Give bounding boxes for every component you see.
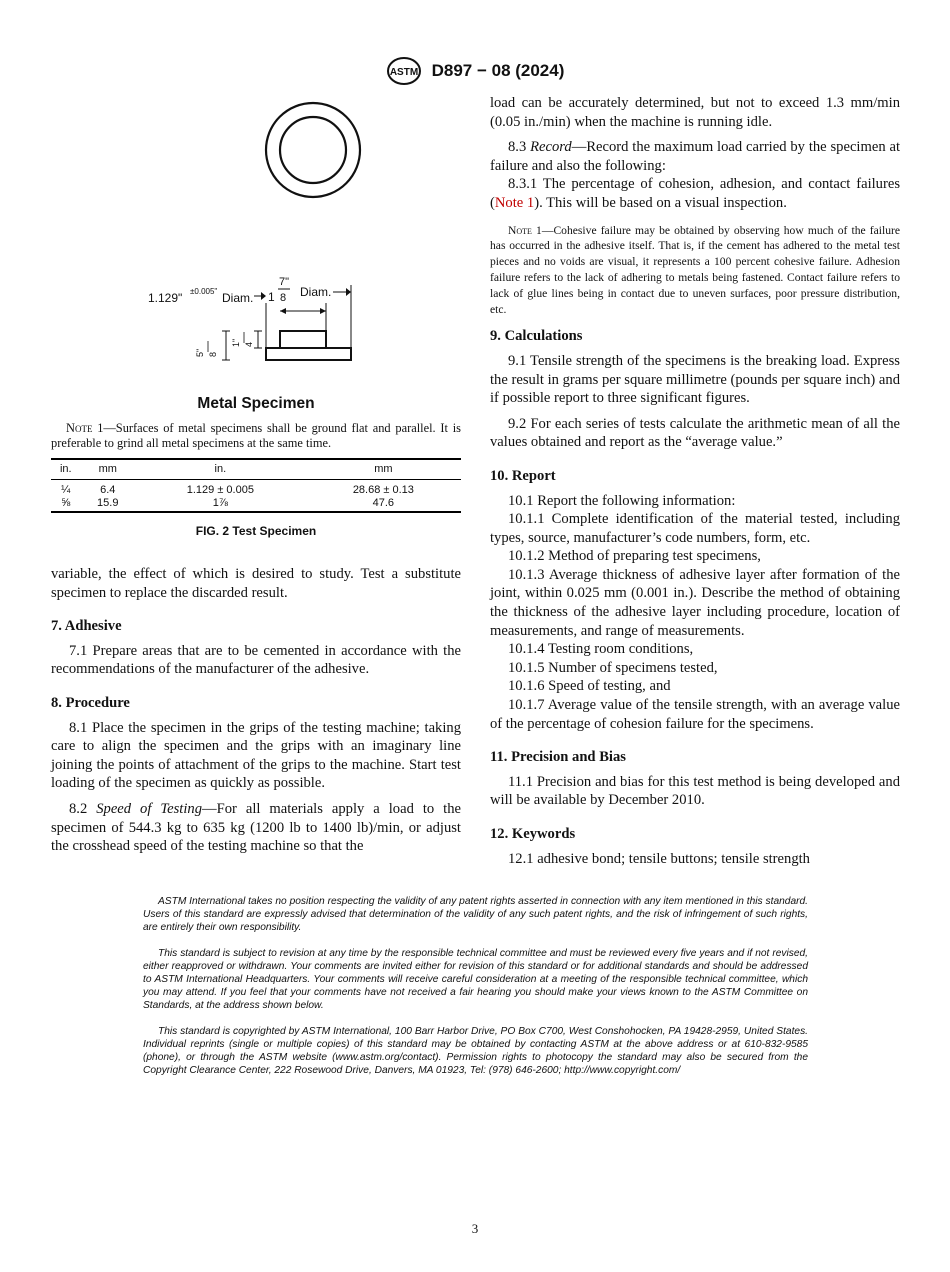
paragraph-9-1: 9.1 Tensile strength of the specimens is the breaking load. Express the result in grams per square millimetre (pounds per square inch) and if possible report to three significant figures. [490, 352, 900, 407]
paragraph-8-3-1-text-end: ). This will be based on a visual inspection. [534, 194, 787, 211]
table-cell: 47.6 [306, 497, 461, 513]
table-header: mm [306, 459, 461, 480]
table-header: in. [135, 459, 306, 480]
note-1-link[interactable]: Note 1 [494, 194, 535, 211]
dim-right-numerator: 7" [279, 276, 290, 288]
page-number: 3 [471, 1221, 479, 1236]
figure-note-prefix: Note [66, 421, 93, 435]
dim-right-label: Diam. [300, 285, 332, 299]
figure-note-text: 1—Surfaces of metal specimens shall be ground flat and parallel. It is preferable to grind all metal specimens at the same time. [51, 421, 461, 451]
footer-patent-notice: ASTM International takes no position respecting the validity of any patent rights asserted in connection with any item mentioned in this standard. Users of this standard are expressly advised that determination of the validity of any such patent rights, and the risk of infringement of such rights, are entirely their own responsibility. [143, 896, 808, 933]
dim-left-value: 1.129" [148, 291, 183, 305]
paragraph-9-2: 9.2 For each series of tests calculate the arithmetic mean of all the values obtained and report as the “average value.” [490, 415, 900, 451]
paragraph-8-2-title: Speed of Testing [96, 800, 203, 817]
table-header-row [51, 459, 461, 480]
section-8-heading: 8. Procedure [51, 694, 130, 711]
dimension-table [51, 458, 461, 513]
legal-footer [143, 895, 808, 1090]
table-row [51, 480, 461, 497]
paragraph-10-1-6: 10.1.6 Speed of testing, and [508, 678, 671, 695]
dim-height-outer-den: 8 [208, 351, 218, 357]
paragraph-8-3-1-text: 8.3.1 The percentage of cohesion, adhesion, and contact failures ( [490, 176, 900, 211]
paragraph-8-3-number: 8.3 [508, 139, 531, 156]
paragraph-10-1-5: 10.1.5 Number of specimens tested, [508, 659, 718, 676]
section-12-heading: 12. Keywords [490, 826, 576, 842]
paragraph-10-1-2: 10.1.2 Method of preparing test specimens, [508, 548, 761, 565]
paragraph-7-1: 7.1 Prepare areas that are to be cemented in accordance with the recommendations of the manufacturer of the adhesive. [51, 642, 461, 678]
note-1-prefix: Note [508, 223, 532, 237]
table-cell: ¼ [61, 484, 71, 496]
logo-text: ASTM [389, 67, 418, 78]
paragraph-8-2-number: 8.2 [69, 800, 97, 817]
table-cell: 1⅞ [135, 497, 306, 513]
paragraph-8-3-1 [490, 175, 900, 212]
table-cell: 28.68 ± 0.13 [352, 484, 414, 496]
figure-caption: FIG. 2 Test Specimen [195, 524, 317, 538]
paragraph-10-1-1: 10.1.1 Complete identification of the material tested, including types, source, manufacturer’s code numbers, form, etc. [490, 511, 900, 546]
dim-height-outer-num: 5" [195, 348, 205, 357]
inner-ring [280, 117, 346, 183]
figure-note [51, 421, 461, 452]
paragraph-8-3 [490, 138, 900, 175]
paragraph-8-2 [51, 800, 461, 856]
table-cell: ⅝ [51, 497, 81, 513]
paragraph-11-1: 11.1 Precision and bias for this test method is being developed and will be available by December 2010. [490, 773, 900, 809]
table-header: mm [81, 459, 135, 480]
specimen-boss [280, 331, 326, 348]
figure-label: Metal Specimen [197, 395, 315, 412]
table-cell: 1.129 ± 0.005 [186, 484, 254, 496]
dim-right-denominator: 8 [280, 292, 287, 304]
paragraph-10-1-7: 10.1.7 Average value of the tensile strength, with an average value of the percentage of cohesion failure for the specimens. [490, 697, 900, 732]
continuation-text: variable, the effect of which is desired to study. Test a substitute specimen to replace the discarded result. [51, 566, 461, 601]
section-11-heading: 11. Precision and Bias [490, 749, 626, 766]
section-10-heading: 10. Report [490, 467, 556, 484]
dim-height-inner-den: 4 [244, 341, 254, 347]
dim-left-label: Diam. [222, 291, 254, 305]
paragraph-8-1: 8.1 Place the specimen in the grips of the testing machine; taking care to align the specimen and the grips with an imaginary line joining the points of attachment of the grips to the machine. Start test loading of the specimen as quickly as possible. [51, 719, 461, 792]
paragraph-8-3-title: Record [530, 139, 572, 156]
table-row [51, 497, 461, 513]
paragraph-10-1-4: 10.1.4 Testing room conditions, [508, 641, 694, 658]
note-1-text: 1—Cohesive failure may be obtained by observing how much of the failure has occurred in the adhesive itself. That is, if the cement has adhered to the metal test pieces and no voids are visual, it represents a 100 percent cohesive failure. Adhesion failure refers to the lack of adhering to metals being fastened. Contact failure refers to lack of glue lines being in contact due to uneven surfaces, poor pressure distribution, etc. [490, 223, 900, 316]
continuation-text: load can be accurately determined, but not to exceed 1.3 mm/min (0.05 in./min) when the machine is running idle. [490, 95, 900, 130]
paragraph-12-1: 12.1 adhesive bond; tensile buttons; tensile strength [508, 850, 810, 867]
designation-title: D897 − 08 (2024) [431, 61, 565, 80]
dim-height-inner-num: 1" [231, 338, 241, 347]
table-cell: 6.4 [100, 484, 116, 496]
astm-logo-icon [386, 56, 422, 86]
table-cell: 15.9 [81, 497, 135, 513]
note-1 [490, 223, 900, 318]
dim-left-tolerance: ±0.005" [190, 287, 218, 296]
page-header [0, 56, 950, 86]
paragraph-10-1-3: 10.1.3 Average thickness of adhesive layer after formation of the joint, within 0.025 mm (0.001 in.). Describe the method of obtaining the thickness of the adhesive layer including procedure, location of measurements, and range of measurements. [490, 566, 900, 639]
dim-right-whole: 1 [268, 290, 275, 304]
footer-revision-notice: This standard is subject to revision at any time by the responsible technical committee and must be reviewed every five years and if not revised, either reapproved or withdrawn. Your comments are invited either for revision of this standard or for additional standards and should be addressed to ASTM International Headquarters. Your comments will receive careful consideration at a meeting of the responsible technical committee, which you may attend. If you feel that your comments have not received a fair hearing you should make your views known to the ASTM Committee on Standards, at the address shown below. [143, 948, 808, 1011]
left-column [51, 565, 461, 856]
paragraph-10-1: 10.1 Report the following information: [508, 492, 736, 509]
specimen-base [266, 348, 351, 360]
specimen-drawing [140, 95, 380, 370]
paragraph-8-2-text: —For all materials apply a load to the specimen of 544.3 kg to 635 kg (1200 lb to 1400 lb)/min, or adjust the crosshead speed of the testing machine so that the [51, 800, 461, 855]
section-9-heading: 9. Calculations [490, 328, 583, 345]
paragraph-8-3-text: —Record the maximum load carried by the specimen at failure and also the following: [490, 139, 900, 174]
table-header: in. [51, 459, 81, 480]
right-column [490, 94, 900, 868]
footer-copyright-notice: This standard is copyrighted by ASTM International, 100 Barr Harbor Drive, PO Box C700, West Conshohocken, PA 19428-2959, United States. Individual reprints (single or multiple copies) of this standard may be obtained by contacting ASTM at the above address or at 610-832-9585 (phone), or through the ASTM website (www.astm.org/contact). Permission rights to photocopy the standard may also be secured from the Copyright Clearance Center, 222 Rosewood Drive, Danvers, MA 01923, Tel: (978) 646-2600; http://www.copyright.com/ [143, 1026, 808, 1076]
section-7-heading: 7. Adhesive [51, 618, 122, 635]
